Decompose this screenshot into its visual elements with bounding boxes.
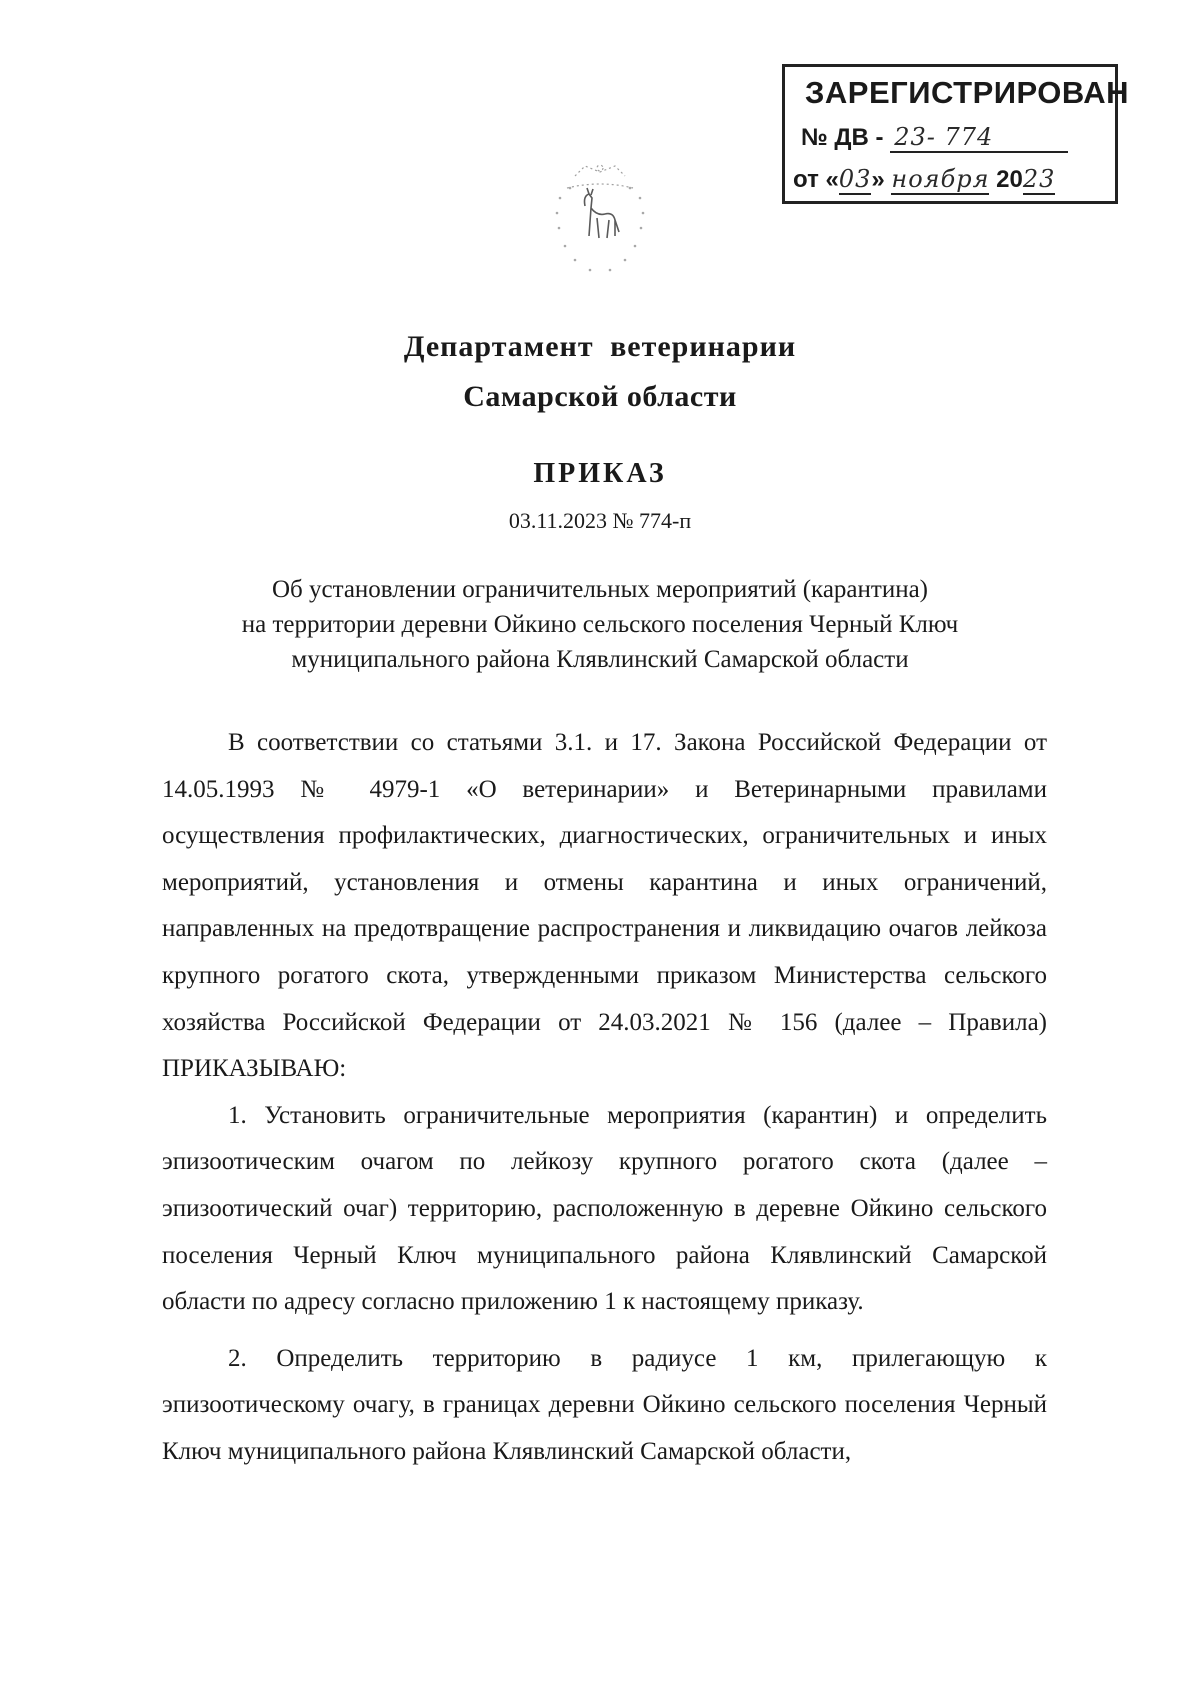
department-name-line2: Самарской области <box>463 380 737 413</box>
order-item-2: 2. Определить территорию в радиусе 1 км, прилегающую к эпизоотическому очагу, в границах деревни Ойкино сельского поселения Черный Ключ муниципального района Клявлинский Самарской области, <box>162 1344 1047 1465</box>
preamble-paragraph: В соответствии со статьями 3.1. и 17. Закона Российской Федерации от 14.05.1993 № 4979-1 «О ветеринарии» и Ветеринарными правилами осуществления профилактических, диагностических, ограничительных и иных мероприятий, установления и отмены карантина и иных ограничений, направленных на предотвращение распространения и ликвидацию очагов лейкоза крупного рогатого скота, утвержденными приказом Министерства сельского хозяйства Российской Федерации от 24.03.2021 № 156 (далее – Правила) ПРИКАЗЫВАЮ: <box>162 729 1047 1083</box>
stamp-date-mid: » <box>871 166 885 193</box>
subject-line: муниципального района Клявлинский Самарской области <box>291 646 909 673</box>
stamp-date-prefix: от « <box>793 166 839 193</box>
document-subject <box>0 572 1200 677</box>
stamp-title: ЗАРЕГИСТРИРОВАН <box>805 75 1130 110</box>
order-item-1: 1. Установить ограничительные мероприятия (карантин) и определить эпизоотическим очагом по лейкозу крупного рогатого скота (далее – эпизоотический очаг) территорию, расположенную в деревне Ойкино сельского поселения Черный Ключ муниципального района Клявлинский Самарской области по адресу согласно приложению 1 к настоящему приказу. <box>162 1101 1047 1316</box>
stamp-number-line <box>801 123 1068 153</box>
subject-line: Об установлении ограничительных мероприятий (карантина) <box>271 576 929 603</box>
department-name-line1: Департамент ветеринарии <box>403 330 797 363</box>
document-date-number: 03.11.2023 № 774-п <box>508 508 692 533</box>
stamp-date-year-prefix: 20 <box>996 166 1023 193</box>
stamp-number-handwritten: 23- 774 <box>890 123 1068 153</box>
document-body <box>162 720 1047 1476</box>
samara-coat-of-arms-icon <box>545 158 655 288</box>
stamp-date-line <box>793 165 1055 194</box>
subject-line: на территории деревни Ойкино сельского поселения Черный Ключ <box>241 611 959 638</box>
stamp-date-year-suffix: 23 <box>1022 165 1056 193</box>
stamp-number-label: № ДВ - <box>801 124 884 151</box>
document-type: ПРИКАЗ <box>533 458 667 489</box>
stamp-date-month: ноября <box>891 165 990 193</box>
stamp-date-day: 03 <box>838 165 872 193</box>
registration-stamp <box>782 64 1130 204</box>
